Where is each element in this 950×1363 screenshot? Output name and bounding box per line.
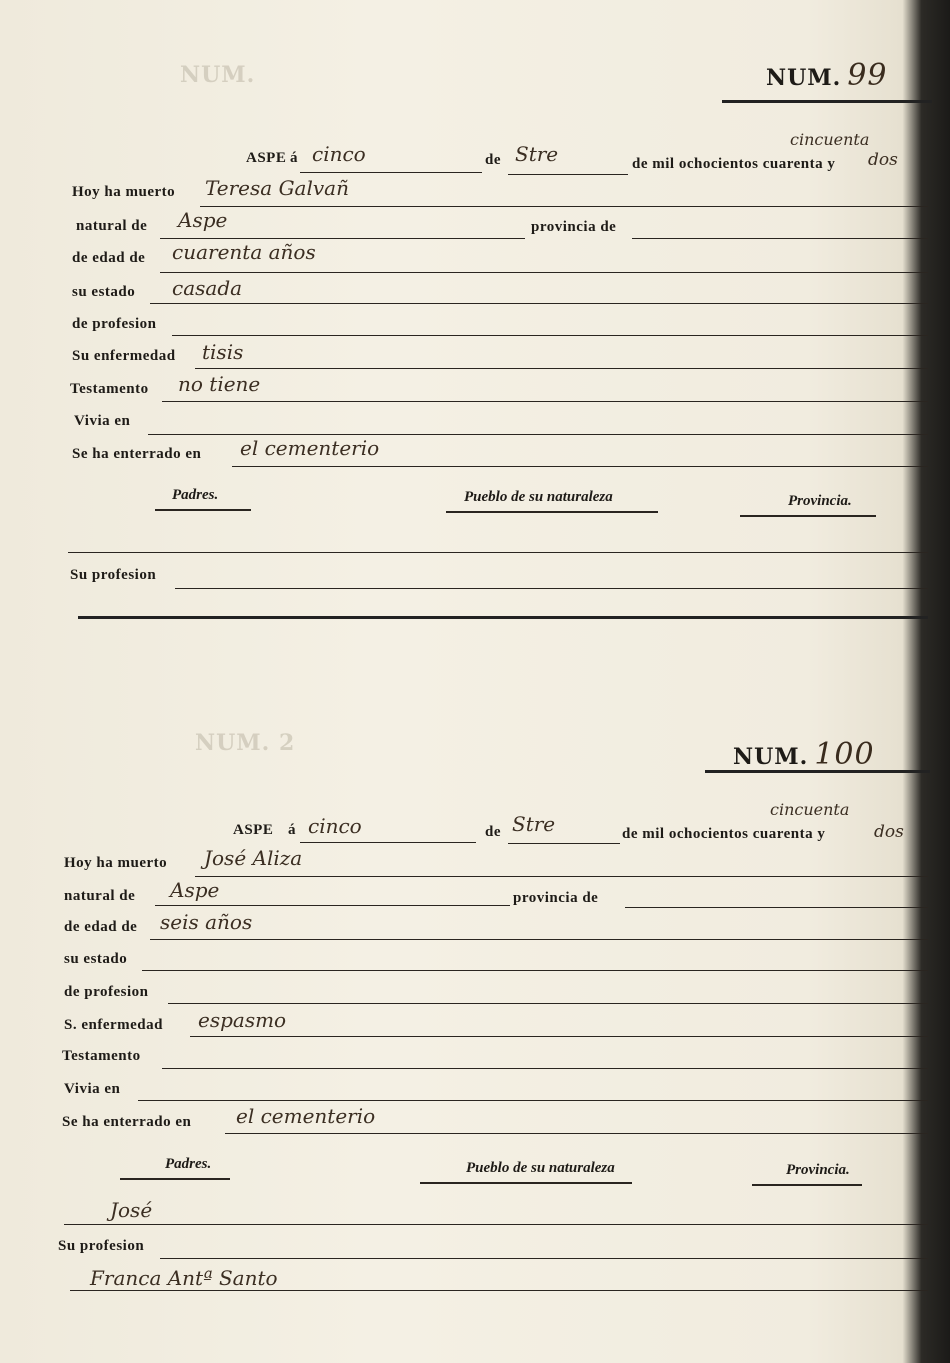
- padres-header-rule: [155, 509, 251, 511]
- month-value: Stre: [515, 142, 559, 166]
- edad-value: seis años: [160, 910, 253, 934]
- year-end-value: dos: [874, 822, 904, 842]
- provincia-label: provincia de: [513, 890, 599, 906]
- num-label: NUM.: [766, 65, 842, 91]
- hoy-rule: [195, 876, 928, 877]
- num-underline: [722, 100, 932, 103]
- enterrado-label: Se ha enterrado en: [72, 446, 202, 462]
- estado-label: su estado: [72, 284, 136, 300]
- natural-label: natural de: [76, 218, 148, 234]
- padre-rule: [68, 552, 928, 553]
- ghost-num-mid: NUM. 2: [195, 730, 296, 756]
- year-end-value: dos: [868, 150, 898, 170]
- day-rule: [300, 842, 476, 843]
- vivia-label: Vivia en: [74, 413, 131, 429]
- padres-header-rule: [120, 1178, 230, 1180]
- su-profesion-label: Su profesion: [58, 1238, 145, 1254]
- hoy-value: Teresa Galvañ: [205, 176, 349, 200]
- month-rule: [508, 843, 620, 844]
- edad-label: de edad de: [64, 919, 138, 935]
- enfermedad-value: tisis: [202, 340, 244, 364]
- year-correction: cincuenta: [790, 130, 870, 149]
- a-label: á: [288, 822, 296, 838]
- ghost-num-top: NUM.: [180, 62, 256, 88]
- day-rule: [300, 172, 482, 173]
- testamento-label: Testamento: [62, 1048, 141, 1064]
- enfermedad-rule: [190, 1036, 928, 1037]
- natural-label: natural de: [64, 888, 136, 904]
- month-rule: [508, 174, 628, 175]
- enterrado-rule: [225, 1133, 928, 1134]
- estado-rule: [142, 970, 928, 971]
- su-profesion-label: Su profesion: [70, 567, 157, 583]
- natural-rule: [155, 905, 510, 906]
- provincia-rule: [632, 238, 928, 239]
- year-correction: cincuenta: [770, 800, 850, 819]
- record-number: [733, 737, 875, 772]
- enfermedad-rule: [195, 368, 928, 369]
- hoy-label: Hoy ha muerto: [64, 855, 168, 871]
- profesion-label: de profesion: [72, 316, 157, 332]
- hoy-label: Hoy ha muerto: [72, 184, 176, 200]
- num-value: 100: [814, 737, 875, 772]
- town-label: ASPE: [246, 150, 287, 166]
- profesion-rule: [172, 335, 928, 336]
- edad-value: cuarenta años: [172, 240, 316, 264]
- edad-label: de edad de: [72, 250, 146, 266]
- natural-value: Aspe: [170, 878, 220, 902]
- pueblo-header-rule: [420, 1182, 632, 1184]
- estado-label: su estado: [64, 951, 128, 967]
- testamento-rule: [162, 1068, 928, 1069]
- edad-rule: [160, 272, 928, 273]
- madre-value: Franca Antª Santo: [90, 1266, 278, 1290]
- month-value: Stre: [512, 812, 556, 836]
- enterrado-label: Se ha enterrado en: [62, 1114, 192, 1130]
- de-label: de: [485, 824, 501, 840]
- provincia-label: provincia de: [531, 219, 617, 235]
- provincia-header-rule: [740, 515, 876, 517]
- testamento-label: Testamento: [70, 381, 149, 397]
- vivia-rule: [148, 434, 928, 435]
- natural-value: Aspe: [178, 208, 228, 232]
- record-number: [766, 58, 888, 93]
- hoy-rule: [200, 206, 928, 207]
- enfermedad-value: espasmo: [198, 1008, 287, 1032]
- provincia-rule: [625, 907, 928, 908]
- testamento-value: no tiene: [178, 372, 261, 396]
- testamento-rule: [162, 401, 928, 402]
- su-profesion-rule: [160, 1258, 928, 1259]
- padre-value: José: [110, 1198, 153, 1222]
- madre-rule: [70, 1290, 928, 1291]
- enterrado-value: el cementerio: [240, 436, 380, 460]
- enfermedad-label: Su enfermedad: [72, 348, 176, 364]
- su-profesion-rule: [175, 588, 928, 589]
- pueblo-header: Pueblo de su naturaleza: [466, 1160, 615, 1176]
- hoy-value: José Aliza: [204, 846, 303, 870]
- padres-header: Padres.: [165, 1156, 212, 1172]
- enterrado-rule: [232, 466, 928, 467]
- pueblo-header-rule: [446, 511, 658, 513]
- profesion-label: de profesion: [64, 984, 149, 1000]
- num-label: NUM.: [733, 744, 809, 770]
- pueblo-header: Pueblo de su naturaleza: [464, 489, 613, 505]
- natural-rule: [160, 238, 525, 239]
- estado-value: casada: [172, 276, 243, 300]
- enterrado-value: el cementerio: [236, 1104, 376, 1128]
- year-text: de mil ochocientos cuarenta y: [622, 826, 826, 842]
- num-underline: [705, 770, 930, 773]
- town-label: ASPE: [233, 822, 274, 838]
- enfermedad-label: S. enfermedad: [64, 1017, 163, 1033]
- a-label: á: [290, 150, 298, 166]
- provincia-header: Provincia.: [788, 493, 852, 509]
- padres-header: Padres.: [172, 487, 219, 503]
- vivia-rule: [138, 1100, 928, 1101]
- year-text: de mil ochocientos cuarenta y: [632, 156, 836, 172]
- day-value: cinco: [308, 814, 362, 838]
- padre-rule: [64, 1224, 928, 1225]
- estado-rule: [150, 303, 928, 304]
- profesion-rule: [168, 1003, 928, 1004]
- provincia-header: Provincia.: [786, 1162, 850, 1178]
- provincia-header-rule: [752, 1184, 862, 1186]
- day-value: cinco: [312, 142, 366, 166]
- num-value: 99: [847, 58, 888, 93]
- vivia-label: Vivia en: [64, 1081, 121, 1097]
- de-label: de: [485, 152, 501, 168]
- edad-rule: [150, 939, 928, 940]
- record-separator: [78, 616, 928, 619]
